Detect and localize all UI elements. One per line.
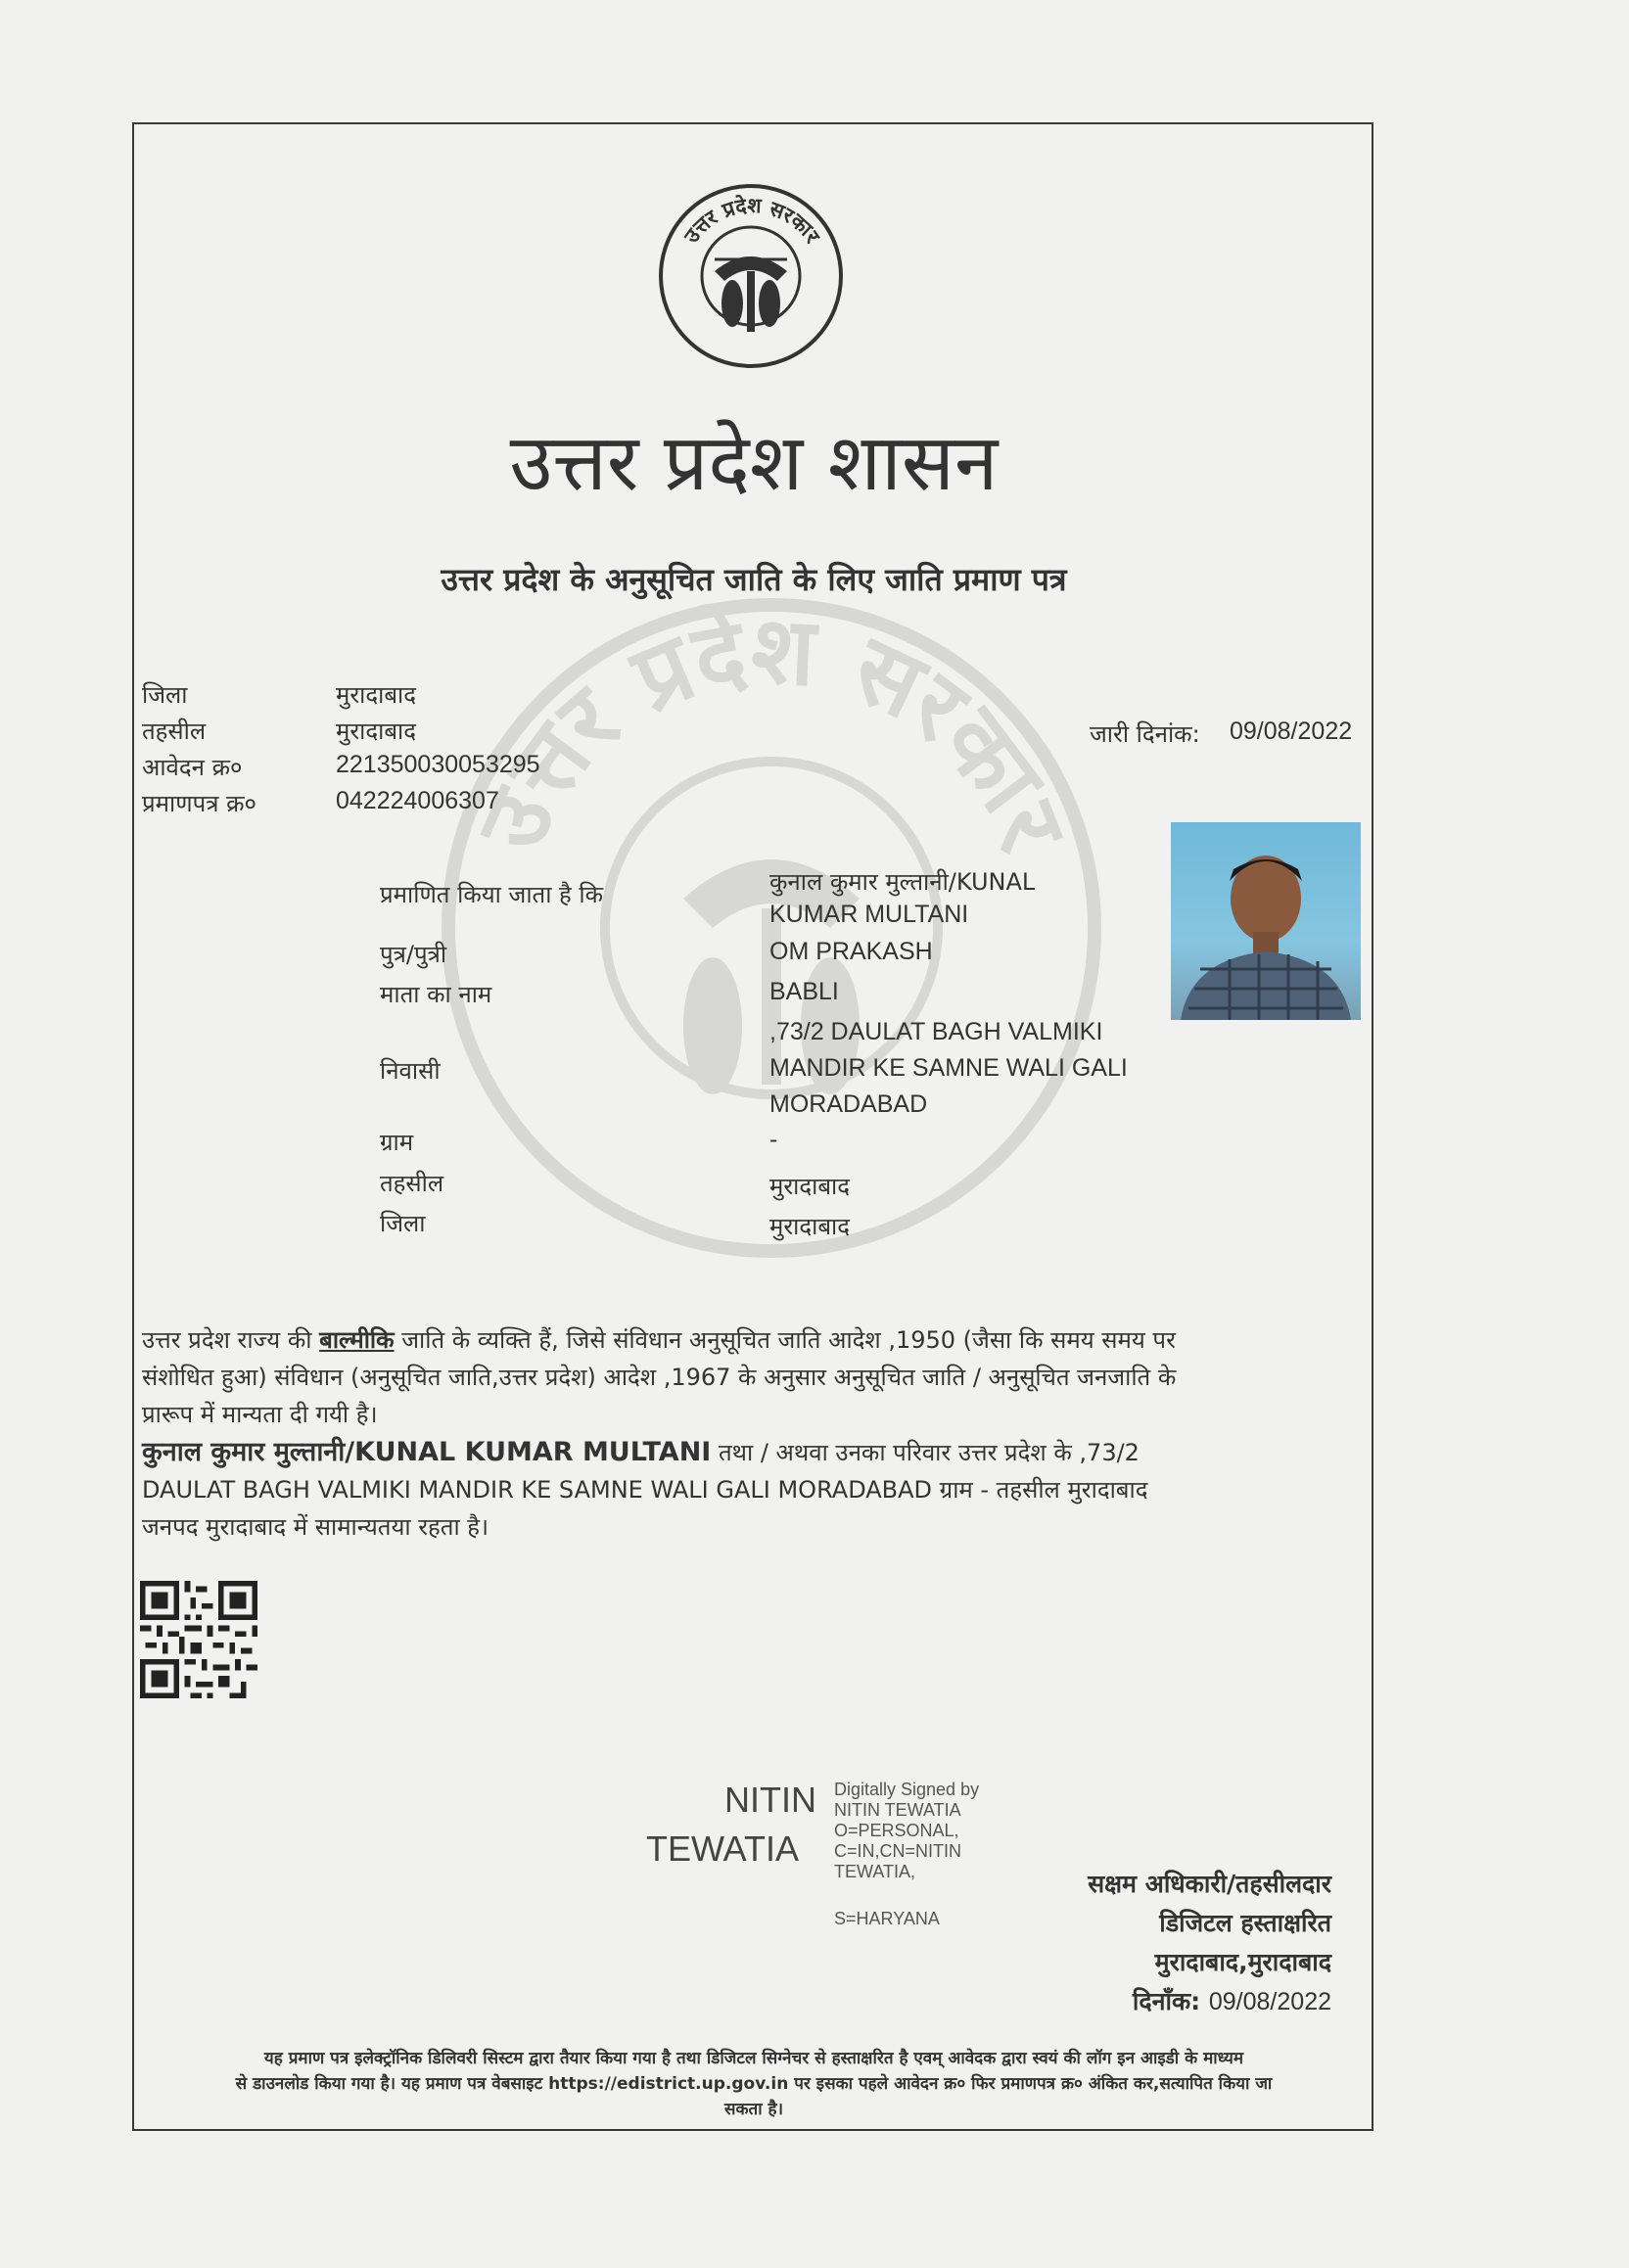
signer-name-line2: TEWATIA [646, 1828, 799, 1869]
certificate-subtitle: उत्तर प्रदेश के अनुसूचित जाति के लिए जाति प्रमाण पत्र [441, 561, 1067, 598]
detail-district-value: मुरादाबाद [769, 1213, 851, 1240]
residence-paragraph-line2: DAULAT BAGH VALMIKI MANDIR KE SAMNE WALI GALI MORADABAD ग्राम - तहसील मुरादाबाद [142, 1476, 1148, 1504]
digital-signature-line4: C=IN,CN=NITIN [834, 1841, 962, 1861]
village-label: ग्राम [380, 1129, 414, 1156]
caste-paragraph-rest: जाति के व्यक्ति हैं, जिसे संविधान अनुसूचित जाति आदेश ,1950 (जैसा कि समय समय पर [401, 1326, 1176, 1354]
village-value: - [769, 1126, 778, 1153]
certificate-number: 042224006307 [336, 787, 499, 814]
officer-digital-signed: डिजिटल हस्ताक्षरित [1159, 1909, 1331, 1937]
certified-label: प्रमाणित किया जाता है कि [380, 881, 604, 908]
footer-line2: से डाउनलोड किया गया है। यह प्रमाण पत्र वेबसाइट https://edistrict.up.gov.in पर इसका पहले आवेदन क्र० फिर प्रमाणपत्र क्र० अंकित कर,सत्यापित किया जा [235, 2074, 1273, 2094]
issue-date-label: जारी दिनांक: [1090, 720, 1200, 748]
residence-paragraph-line1 [142, 1434, 1366, 1471]
digital-signature-line6: S=HARYANA [834, 1909, 940, 1928]
detail-tehsil-value: मुरादाबाद [769, 1173, 851, 1200]
svg-text:उत्तर प्रदेश सरकार: उत्तर प्रदेश सरकार [679, 193, 824, 248]
caste-paragraph-line2: संशोधित हुआ) संविधान (अनुसूचित जाति,उत्तर प्रदेश) आदेश ,1967 के अनुसार अनुसूचित जाति / अनुसूचित जनजाति के [142, 1364, 1177, 1391]
tehsil-label: तहसील [142, 717, 207, 745]
caste-name: बाल्मीकि [319, 1326, 395, 1354]
caste-paragraph [142, 1321, 1366, 1433]
digital-signature-line1: Digitally Signed by [834, 1780, 980, 1799]
father-name: OM PRAKASH [769, 938, 933, 965]
applicant-photo [1171, 822, 1361, 1020]
up-government-emblem [656, 181, 847, 372]
certificate-number-label: प्रमाणपत्र क्र० [142, 790, 256, 817]
officer-designation: सक्षम अधिकारी/तहसीलदार [1088, 1870, 1331, 1898]
district-label: जिला [142, 681, 188, 709]
caste-paragraph-line1 [142, 1321, 1366, 1359]
digital-signature-line2: NITIN TEWATIA [834, 1800, 961, 1820]
resident-label: निवासी [380, 1057, 441, 1085]
officer-block [1018, 1865, 1331, 2021]
officer-location: मुरादाबाद,मुरादाबाद [1154, 1948, 1331, 1976]
address-line3: MORADABAD [769, 1090, 928, 1118]
applicant-name-line1: कुनाल कुमार मुल्तानी/KUNAL [769, 868, 1036, 896]
address-line1: ,73/2 DAULAT BAGH VALMIKI [769, 1018, 1103, 1045]
mother-label: माता का नाम [380, 981, 492, 1008]
officer-date [1018, 1982, 1331, 2021]
signer-name-line1: NITIN [724, 1780, 816, 1820]
address-line2: MANDIR KE SAMNE WALI GALI [769, 1054, 1128, 1082]
district-value: मुरादाबाद [336, 681, 417, 709]
caste-paragraph-start: उत्तर प्रदेश राज्य की [142, 1326, 312, 1354]
footer-line1: यह प्रमाण पत्र इलेक्ट्रॉनिक डिलिवरी सिस्टम द्वारा तैयार किया गया है तथा डिजिटल सिग्नेचर से हस्ताक्षरित है एवम् आवेदक द्वारा स्वयं की लॉग इन आइडी के माध्यम [263, 2049, 1244, 2068]
tehsil-value: मुरादाबाद [336, 717, 417, 745]
officer-date-value: 09/08/2022 [1208, 1988, 1331, 2015]
digital-signature-line5: TEWATIA, [834, 1862, 915, 1881]
detail-tehsil-label: तहसील [380, 1170, 444, 1197]
digital-signature-line3: O=PERSONAL, [834, 1821, 959, 1840]
officer-date-label: दिनाँक: [1132, 1987, 1201, 2015]
footer-note [147, 2046, 1361, 2122]
caste-paragraph-line3: प्रारूप में मान्यता दी गयी है। [142, 1401, 378, 1428]
residence-paragraph [142, 1434, 1366, 1546]
child-of-label: पुत्र/पुत्री [380, 941, 447, 968]
svg-text:उत्तर प्रदेश सरकार: उत्तर प्रदेश सरकार [455, 594, 1088, 865]
footer-line3: सकता है। [723, 2100, 784, 2119]
application-label: आवेदन क्र० [142, 754, 243, 781]
residence-paragraph-line3: जनपद मुरादाबाद में सामान्यतया रहता है। [142, 1513, 489, 1541]
mother-name: BABLI [769, 978, 839, 1005]
qr-code [140, 1581, 257, 1698]
issue-date-value: 09/08/2022 [1230, 717, 1353, 745]
digital-signature-block [834, 1780, 979, 1882]
residence-paragraph-start: तथा / अथवा उनका परिवार उत्तर प्रदेश के ,73/2 [718, 1439, 1140, 1466]
page-title: उत्तर प्रदेश शासन [509, 417, 999, 508]
applicant-name-line2: KUMAR MULTANI [769, 901, 969, 928]
application-number: 221350030053295 [336, 751, 540, 778]
residence-applicant-name: कुनाल कुमार मुल्तानी/KUNAL KUMAR MULTANI [142, 1437, 712, 1467]
detail-district-label: जिला [380, 1210, 426, 1237]
